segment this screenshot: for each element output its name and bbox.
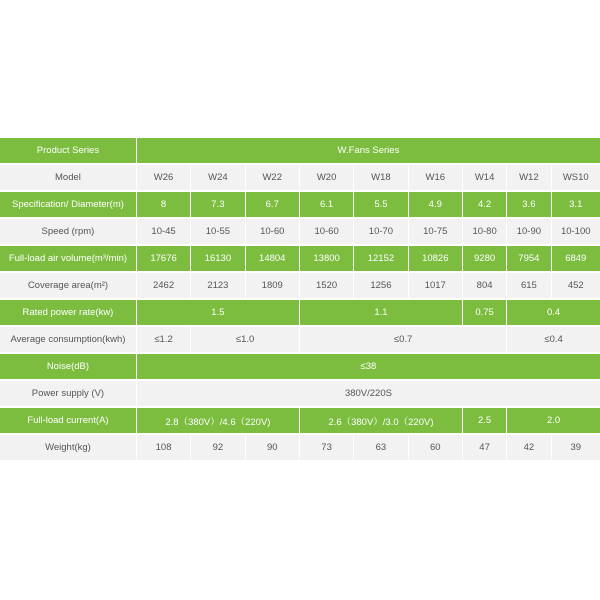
cell: 2123 [190, 273, 244, 298]
row-product-series [0, 138, 600, 163]
row-power-supply [0, 381, 600, 406]
cell: 39 [551, 435, 600, 460]
cell: 108 [136, 435, 190, 460]
cell: 10-60 [245, 219, 299, 244]
cell: 1.5 [136, 300, 299, 325]
cell: 1.1 [299, 300, 462, 325]
row-air-volume [0, 246, 600, 271]
cell: 452 [551, 273, 600, 298]
cell: 10-60 [299, 219, 353, 244]
cell: 10-55 [190, 219, 244, 244]
row-label: Coverage area(m²) [0, 273, 136, 298]
cell: W12 [506, 165, 550, 190]
cell: 1520 [299, 273, 353, 298]
cell: 2.8（380V）/4.6（220V) [136, 408, 299, 433]
row-label: Power supply (V) [0, 381, 136, 406]
cell: 7954 [506, 246, 550, 271]
cell: 6849 [551, 246, 600, 271]
cell: ≤1.2 [136, 327, 190, 352]
cell: ≤1.0 [190, 327, 299, 352]
cell: 10-90 [506, 219, 550, 244]
cell: WS10 [551, 165, 600, 190]
cell: W24 [190, 165, 244, 190]
cell: 10-80 [462, 219, 506, 244]
row-label: Full-load current(A) [0, 408, 136, 433]
cell: 73 [299, 435, 353, 460]
cell: W18 [353, 165, 407, 190]
cell: ≤38 [136, 354, 600, 379]
row-label: Model [0, 165, 136, 190]
row-label: Rated power rate(kw) [0, 300, 136, 325]
cell: 10826 [408, 246, 462, 271]
cell: 0.75 [462, 300, 506, 325]
row-weight [0, 435, 600, 460]
cell: 1017 [408, 273, 462, 298]
cell: 10-100 [551, 219, 600, 244]
cell: 16130 [190, 246, 244, 271]
cell: 1809 [245, 273, 299, 298]
cell: 2462 [136, 273, 190, 298]
cell: 4.9 [408, 192, 462, 217]
cell: 3.6 [506, 192, 550, 217]
cell: 6.1 [299, 192, 353, 217]
row-noise [0, 354, 600, 379]
row-label: Average consumption(kwh) [0, 327, 136, 352]
row-label: Product Series [0, 138, 136, 163]
cell: 6.7 [245, 192, 299, 217]
cell: 615 [506, 273, 550, 298]
cell: 8 [136, 192, 190, 217]
row-avg-consumption [0, 327, 600, 352]
cell: 92 [190, 435, 244, 460]
cell: 0.4 [506, 300, 600, 325]
cell: 10-75 [408, 219, 462, 244]
row-model [0, 165, 600, 190]
cell: 60 [408, 435, 462, 460]
row-label: Noise(dB) [0, 354, 136, 379]
row-rated-power [0, 300, 600, 325]
cell: 42 [506, 435, 550, 460]
cell: W16 [408, 165, 462, 190]
row-label: Speed (rpm) [0, 219, 136, 244]
cell: 2.5 [462, 408, 506, 433]
row-speed [0, 219, 600, 244]
cell: 63 [353, 435, 407, 460]
row-label: Specification/ Diameter(m) [0, 192, 136, 217]
cell: 1256 [353, 273, 407, 298]
cell: 90 [245, 435, 299, 460]
cell: 5.5 [353, 192, 407, 217]
row-label: Full-load air volume(m³/min) [0, 246, 136, 271]
cell: 4.2 [462, 192, 506, 217]
cell: 380V/220S [136, 381, 600, 406]
cell: 17676 [136, 246, 190, 271]
row-coverage [0, 273, 600, 298]
row-full-load-current [0, 408, 600, 433]
cell: W22 [245, 165, 299, 190]
cell: 7.3 [190, 192, 244, 217]
cell: 10-70 [353, 219, 407, 244]
cell: 10-45 [136, 219, 190, 244]
series-name: W.Fans Series [136, 138, 600, 163]
cell: 9280 [462, 246, 506, 271]
cell: W20 [299, 165, 353, 190]
cell: 804 [462, 273, 506, 298]
cell: 13800 [299, 246, 353, 271]
cell: 2.0 [506, 408, 600, 433]
row-label: Weight(kg) [0, 435, 136, 460]
cell: W26 [136, 165, 190, 190]
cell: ≤0.4 [506, 327, 600, 352]
row-diameter [0, 192, 600, 217]
cell: 2.6（380V）/3.0（220V) [299, 408, 462, 433]
cell: 12152 [353, 246, 407, 271]
cell: 47 [462, 435, 506, 460]
cell: W14 [462, 165, 506, 190]
cell: ≤0.7 [299, 327, 506, 352]
cell: 14804 [245, 246, 299, 271]
cell: 3.1 [551, 192, 600, 217]
fan-spec-table [0, 136, 600, 462]
